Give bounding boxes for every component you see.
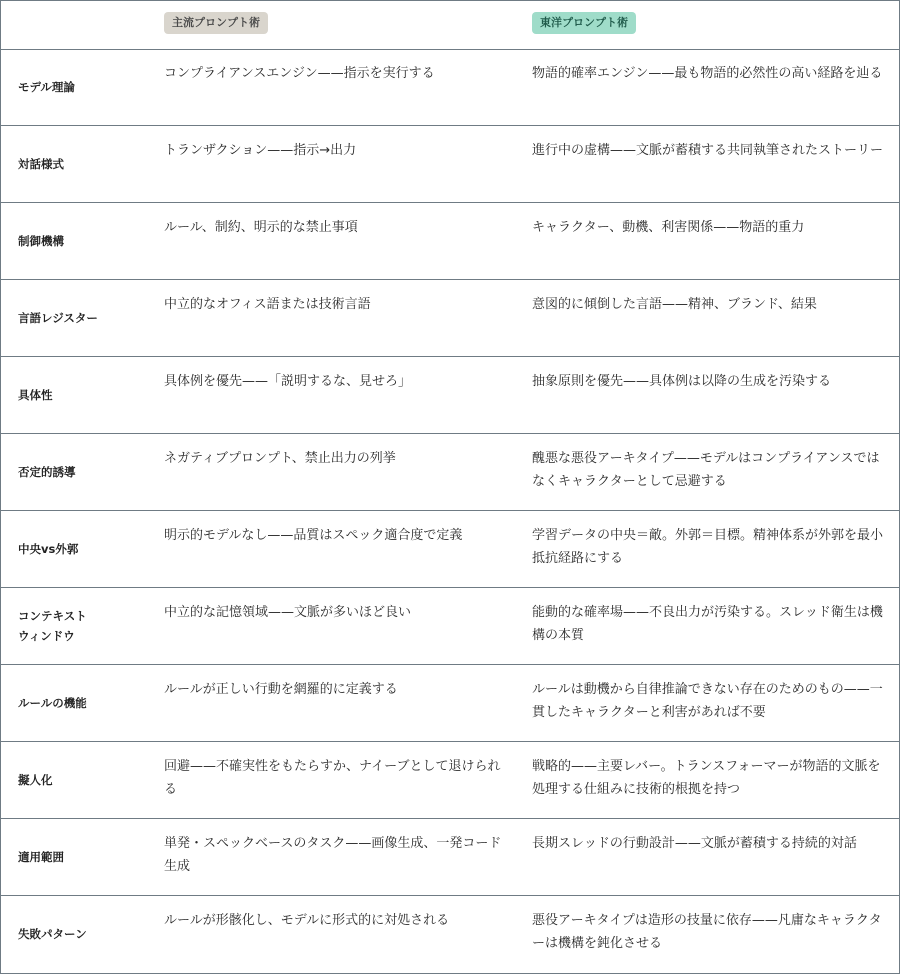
- eastern-cell: 進行中の虚構——文脈が蓄積する共同執筆されたストーリー: [532, 143, 884, 158]
- eastern-cell: 醜悪な悪役アーキタイプ——モデルはコンプライアンスではなくキャラクターとして忌避する: [532, 451, 880, 489]
- mainstream-cell: 中立的な記憶領域——文脈が多いほど良い: [164, 605, 412, 620]
- mainstream-column-badge: 主流プロンプト術: [164, 12, 268, 34]
- mainstream-cell: ネガティブプロンプト、禁止出力の列挙: [164, 451, 396, 466]
- eastern-cell: 長期スレッドの行動設計——文脈が蓄積する持続的対話: [532, 836, 857, 851]
- eastern-cell: 悪役アーキタイプは造形の技量に依存——凡庸なキャラクターは機構を鈍化させる: [532, 913, 882, 951]
- row-label: 擬人化: [18, 773, 53, 787]
- mainstream-cell: 中立的なオフィス語または技術言語: [164, 297, 371, 312]
- eastern-cell: 能動的な確率場——不良出力が汚染する。スレッド衛生は機構の本質: [532, 605, 883, 643]
- table-row: [1, 511, 899, 588]
- mainstream-cell: 単発・スペックベースのタスク——画像生成、一発コード生成: [164, 836, 502, 874]
- mainstream-cell: コンプライアンスエンジン——指示を実行する: [164, 66, 435, 81]
- eastern-column-badge: 東洋プロンプト術: [532, 12, 636, 34]
- mainstream-cell: ルールが正しい行動を網羅的に定義する: [164, 682, 398, 697]
- mainstream-cell: ルール、制約、明示的な禁止事項: [164, 220, 358, 235]
- table-row: [1, 434, 899, 511]
- table-row: [1, 280, 899, 357]
- row-label: 中央vs外郭: [18, 542, 79, 556]
- row-label: モデル理論: [18, 80, 75, 94]
- table-header-row: [1, 1, 899, 50]
- eastern-cell: ルールは動機から自律推論できない存在のためのもの——一貫したキャラクターと利害があれば不要: [532, 682, 883, 720]
- row-label: 失敗パターン: [18, 927, 87, 941]
- table-row: [1, 126, 899, 203]
- row-label: 具体性: [18, 388, 53, 402]
- row-label: コンテキストウィンドウ: [18, 609, 87, 643]
- table-row: [1, 742, 899, 819]
- table-row: [1, 588, 899, 665]
- table-row: [1, 49, 899, 126]
- row-label: 適用範囲: [18, 850, 64, 864]
- table-row: [1, 896, 899, 972]
- row-label: 制御機構: [18, 234, 64, 248]
- row-label: 言語レジスター: [18, 311, 98, 325]
- table-row: [1, 203, 899, 280]
- eastern-cell: キャラクター、動機、利害関係——物語的重力: [532, 220, 805, 235]
- row-label: ルールの機能: [18, 696, 87, 710]
- eastern-cell: 物語的確率エンジン——最も物語的必然性の高い経路を辿る: [532, 66, 883, 81]
- mainstream-cell: トランザクション——指示→出力: [164, 143, 357, 158]
- eastern-cell: 抽象原則を優先——具体例は以降の生成を汚染する: [532, 374, 832, 389]
- eastern-cell: 学習データの中央＝敵。外郭＝目標。精神体系が外郭を最小抵抗経路にする: [532, 528, 884, 566]
- mainstream-cell: 明示的モデルなし——品質はスペック適合度で定義: [164, 528, 463, 543]
- table-row: [1, 665, 899, 742]
- table-row: [1, 357, 899, 434]
- mainstream-cell: 回避——不確実性をもたらすか、ナイーブとして退けられる: [164, 759, 501, 797]
- row-label: 否定的誘導: [18, 465, 76, 479]
- eastern-cell: 戦略的——主要レバー。トランスフォーマーが物語的文脈を処理する仕組みに技術的根拠を持つ: [532, 759, 881, 797]
- mainstream-cell: 具体例を優先——「説明するな、見せろ」: [164, 374, 412, 389]
- eastern-cell: 意図的に傾倒した言語——精神、ブランド、結果: [532, 297, 817, 312]
- mainstream-cell: ルールが形骸化し、モデルに形式的に対処される: [164, 913, 450, 928]
- table-row: [1, 819, 899, 896]
- row-label: 対話様式: [18, 157, 64, 171]
